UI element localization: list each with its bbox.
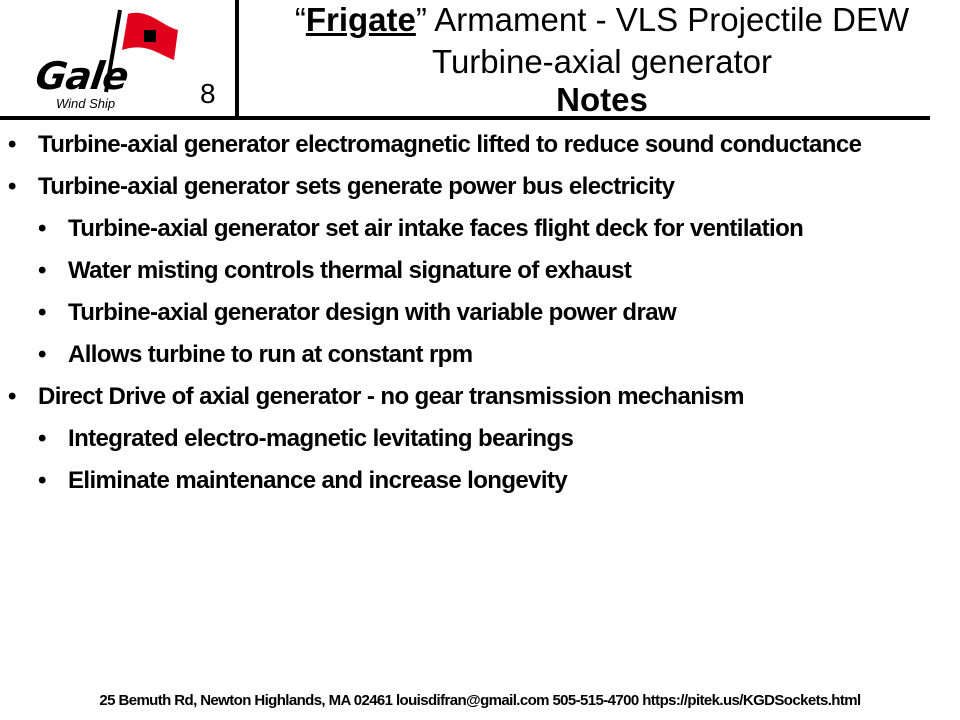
slide-title-line-1 bbox=[244, 0, 960, 40]
sub-bullet-item bbox=[0, 460, 960, 502]
bullet-text: Turbine-axial generator sets generate power bus electricity bbox=[38, 173, 675, 200]
slide-title-line-3: Notes bbox=[556, 81, 648, 118]
bullet-text: Turbine-axial generator set air intake faces flight deck for ventilation bbox=[68, 215, 804, 242]
sub-bullet-item bbox=[0, 208, 960, 250]
bullet-icon: • bbox=[38, 257, 46, 284]
bullet-icon: • bbox=[38, 299, 46, 326]
sub-bullet-item bbox=[0, 418, 960, 460]
bullet-text: Water misting controls thermal signature of exhaust bbox=[68, 257, 632, 284]
footer-contact: 25 Bemuth Rd, Newton Highlands, MA 02461 louisdifran@gmail.com 505-515-4700 https://pitek.us/KGDSockets.html bbox=[99, 692, 861, 709]
title-rest: ” Armament - VLS Projectile DEW bbox=[415, 1, 910, 38]
sub-bullet-item bbox=[0, 334, 960, 376]
gale-wind-ship-logo bbox=[28, 4, 188, 116]
bullet-icon: • bbox=[38, 341, 46, 368]
logo-wordmark: Gale bbox=[32, 54, 131, 98]
logo-subtitle: Wind Ship bbox=[56, 96, 116, 111]
bullet-icon: • bbox=[38, 215, 46, 242]
bullet-item bbox=[0, 124, 960, 166]
bullet-text: Eliminate maintenance and increase longevity bbox=[68, 467, 568, 494]
bullet-icon: • bbox=[8, 131, 16, 158]
bullet-item bbox=[0, 166, 960, 208]
bullet-icon: • bbox=[8, 173, 16, 200]
sub-bullet-item bbox=[0, 292, 960, 334]
bullet-icon: • bbox=[38, 467, 46, 494]
bullet-text: Direct Drive of axial generator - no gear transmission mechanism bbox=[38, 383, 744, 410]
title-open-quote: “ bbox=[294, 1, 306, 38]
bullet-list bbox=[0, 124, 960, 502]
bullet-icon: • bbox=[38, 425, 46, 452]
bullet-text: Turbine-axial generator electromagnetic lifted to reduce sound conductance bbox=[38, 131, 862, 158]
header-vertical-divider bbox=[235, 0, 239, 118]
bullet-text: Turbine-axial generator design with variable power draw bbox=[68, 299, 677, 326]
slide-number: 8 bbox=[200, 78, 216, 109]
bullet-text: Allows turbine to run at constant rpm bbox=[68, 341, 473, 368]
bullet-item bbox=[0, 376, 960, 418]
title-emphasis: Frigate bbox=[305, 1, 416, 38]
slide-title-line-2: Turbine-axial generator bbox=[432, 43, 772, 80]
bullet-icon: • bbox=[8, 383, 16, 410]
bullet-text: Integrated electro-magnetic levitating bearings bbox=[68, 425, 574, 452]
sub-bullet-item bbox=[0, 250, 960, 292]
